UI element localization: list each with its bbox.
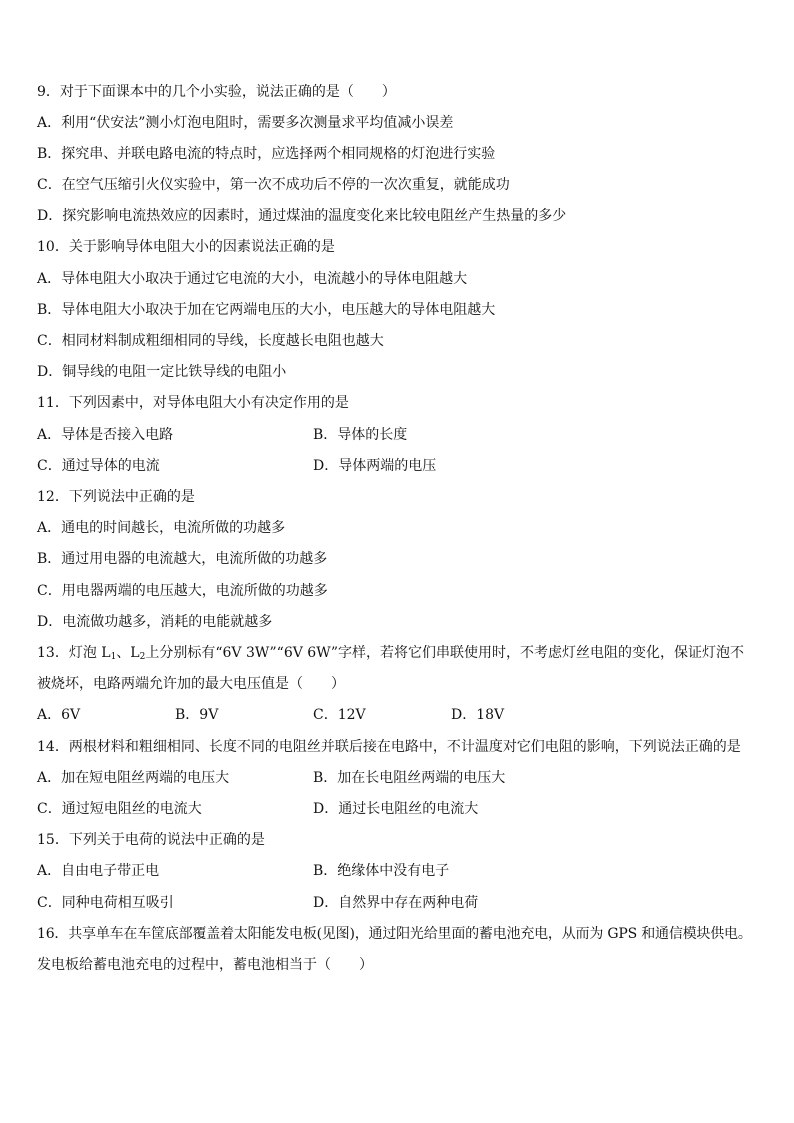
q12-option-a: A．通电的时间越长，电流所做的功越多 xyxy=(37,520,286,536)
q11-option-a: A．导体是否接入电路 xyxy=(37,427,174,443)
q13-sub-1: 1 xyxy=(110,652,117,662)
q9-option-b: B．探究串、并联电路电流的特点时，应选择两个相同规格的灯泡进行实验 xyxy=(37,146,496,162)
q13-stem-part1: 13．灯泡 L xyxy=(37,645,111,661)
q13-stem xyxy=(37,644,744,662)
q13-sub-2: 2 xyxy=(139,652,146,662)
q15-stem: 15．下列关于电荷的说法中正确的是 xyxy=(37,832,265,848)
q13-stem-part3: 上分别标有“6V 3W”“6V 6W”字样，若将它们串联使用时，不考虑灯丝电阻的变化，保证灯泡不 xyxy=(145,645,745,661)
q15-option-c: C．同种电荷相互吸引 xyxy=(37,895,174,911)
q13-option-a: A．6V xyxy=(37,707,81,723)
q12-option-d: D．电流做功越多，消耗的电能就越多 xyxy=(37,614,273,630)
q10-option-b: B．导体电阻大小取决于加在它两端电压的大小，电压越大的导体电阻越大 xyxy=(37,302,496,318)
q13-option-c: C．12V xyxy=(313,707,366,723)
q10-option-d: D．铜导线的电阻一定比铁导线的电阻小 xyxy=(37,364,287,380)
q10-option-a: A．导体电阻大小取决于通过它电流的大小，电流越小的导体电阻越大 xyxy=(37,271,468,287)
q11-option-b: B．导体的长度 xyxy=(313,427,408,443)
q9-option-d: D．探究影响电流热效应的因素时，通过煤油的温度变化来比较电阻丝产生热量的多少 xyxy=(37,208,567,224)
q14-option-a: A．加在短电阻丝两端的电压大 xyxy=(37,770,230,786)
q15-option-b: B．绝缘体中没有电子 xyxy=(313,863,450,879)
q14-option-b: B．加在长电阻丝两端的电压大 xyxy=(313,770,506,786)
q16-stem-line2: 发电板给蓄电池充电的过程中，蓄电池相当于（ ） xyxy=(37,957,373,973)
q15-option-d: D．自然界中存在两种电荷 xyxy=(313,895,479,911)
q10-stem: 10．关于影响导体电阻大小的因素说法正确的是 xyxy=(37,239,335,255)
q11-option-d: D．导体两端的电压 xyxy=(313,458,437,474)
q9-option-a: A．利用“伏安法”测小灯泡电阻时，需要多次测量求平均值减小误差 xyxy=(37,115,454,131)
q16-stem-line1: 16．共享单车在车筐底部覆盖着太阳能发电板(见图)，通过阳光给里面的蓄电池充电，从而为 GPS 和通信模块供电。 xyxy=(37,926,752,942)
q12-option-b: B．通过用电器的电流越大，电流所做的功越多 xyxy=(37,551,328,567)
q13-option-b: B．9V xyxy=(175,707,219,723)
q12-option-c: C．用电器两端的电压越大，电流所做的功越多 xyxy=(37,583,328,599)
q12-stem: 12．下列说法中正确的是 xyxy=(37,489,195,505)
q13-stem-line2: 被烧坏，电路两端允许加的最大电压值是（ ） xyxy=(37,676,345,692)
q11-stem: 11．下列因素中，对导体电阻大小有决定作用的是 xyxy=(37,395,349,411)
q14-option-c: C．通过短电阻丝的电流大 xyxy=(37,801,202,817)
q13-stem-part2: 、L xyxy=(116,645,140,661)
q14-stem: 14．两根材料和粗细相同、长度不同的电阻丝并联后接在电路中，不计温度对它们电阻的影响，下列说法正确的是 xyxy=(37,739,741,755)
q9-stem: 9．对于下面课本中的几个小实验，说法正确的是（ ） xyxy=(37,84,396,100)
q11-option-c: C．通过导体的电流 xyxy=(37,458,160,474)
q14-option-d: D．通过长电阻丝的电流大 xyxy=(313,801,479,817)
q9-option-c: C．在空气压缩引火仪实验中，第一次不成功后不停的一次次重复，就能成功 xyxy=(37,177,510,193)
q10-option-c: C．相同材料制成粗细相同的导线，长度越长电阻也越大 xyxy=(37,333,384,349)
q15-option-a: A．自由电子带正电 xyxy=(37,863,160,879)
q13-option-d: D．18V xyxy=(451,707,505,723)
